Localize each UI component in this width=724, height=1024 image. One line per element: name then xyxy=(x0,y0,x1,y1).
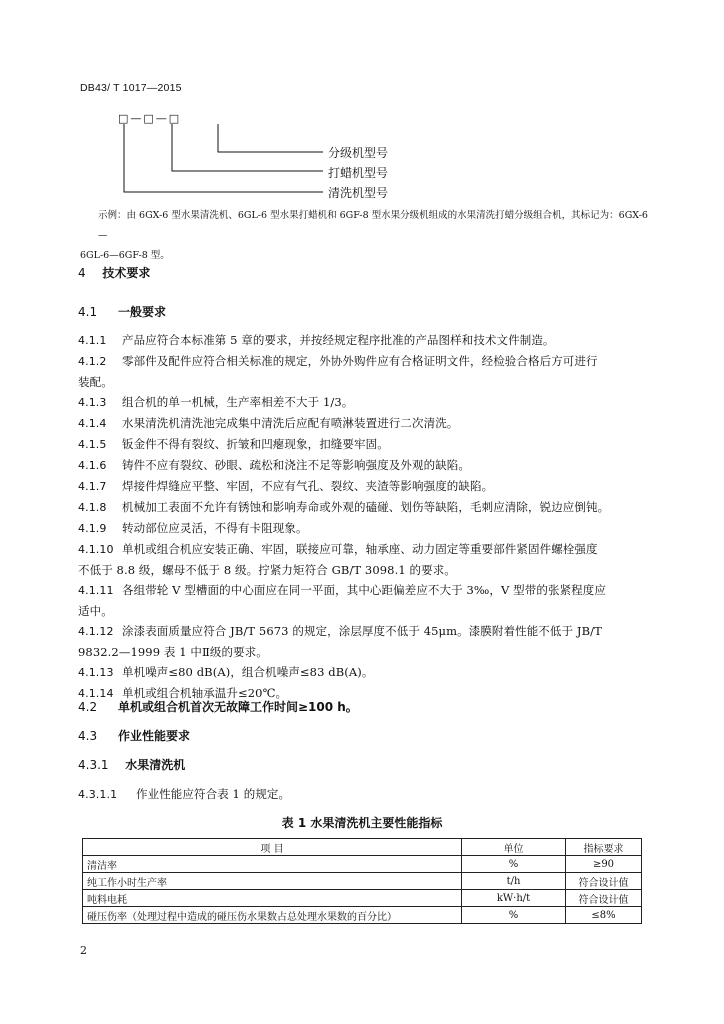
table-1-title: 表 1 水果清洗机主要性能指标 xyxy=(281,816,443,830)
label-waxer-model: 打蜡机型号 xyxy=(328,166,389,180)
section-number: 4.2 xyxy=(78,700,98,714)
table-header: 指标要求 xyxy=(566,839,642,856)
section-title: 单机或组合机首次无故障工作时间≥100 h。 xyxy=(117,700,358,714)
section-title: 技术要求 xyxy=(102,266,151,280)
label-grader-model: 分级机型号 xyxy=(328,146,389,160)
table-header-row xyxy=(83,839,642,856)
clause: 4.1.1 产品应符合本标准第 5 章的要求，并按经规定程序批准的产品图样和技术文件制造。 xyxy=(78,333,555,347)
clause-4-3-1-1: 4.3.1.1 作业性能应符合表 1 的规定。 xyxy=(78,787,291,801)
section-4-2-heading xyxy=(78,698,358,715)
performance-table xyxy=(82,838,642,924)
clause: 4.1.8 机械加工表面不允许有锈蚀和影响寿命或外观的磕碰、划伤等缺陷，毛刺应清除，锐边应倒钝。 xyxy=(78,500,610,514)
table-header: 项 目 xyxy=(83,839,462,856)
clause: 4.1.6 铸件不应有裂纹、砂眼、疏松和浇注不足等影响强度及外观的缺陷。 xyxy=(78,458,470,472)
section-number: 4.3 xyxy=(78,729,98,743)
clause: 4.1.13 单机噪声≤80 dB(A)，组合机噪声≤83 dB(A)。 xyxy=(78,665,374,679)
clause-continuation: 9832.2—1999 表 1 中Ⅱ级的要求。 xyxy=(78,645,268,659)
section-number: 4.3.1 xyxy=(78,758,109,772)
clause: 4.1.7 焊接件焊缝应平整、牢固，不应有气孔、裂纹、夹渣等影响强度的缺陷。 xyxy=(78,479,494,493)
label-washer-model: 清洗机型号 xyxy=(328,186,389,200)
table-header: 单位 xyxy=(462,839,566,856)
section-4-1-heading xyxy=(78,303,166,320)
standard-code: DB43/ T 1017—2015 xyxy=(80,82,182,94)
clause: 4.1.3 组合机的单一机械，生产率相差不大于 1/3。 xyxy=(78,395,354,409)
section-4-heading xyxy=(78,264,150,281)
example-line-1: 示例：由 6GX-6 型水果清洗机、6GL-6 型水果打蜡机和 6GF-8 型水果分级机组成的水果清洗打蜡分级组合机，其标记为：6GX-6— xyxy=(98,210,648,241)
section-title: 一般要求 xyxy=(117,305,166,319)
table-row: 吨料电耗 kW·h/t 符合设计值 xyxy=(83,890,642,907)
section-title: 作业性能要求 xyxy=(117,729,190,743)
clause: 4.1.4 水果清洗机清洗池完成集中清洗后应配有喷淋装置进行二次清洗。 xyxy=(78,416,459,430)
clause: 4.1.14 单机或组合机轴承温升≤20℃。 xyxy=(78,686,288,700)
clause: 4.1.10 单机或组合机应安装正确、牢固，联接应可靠，轴承座、动力固定等重要部件紧固件螺栓强度 xyxy=(78,542,598,556)
section-number: 4.1 xyxy=(78,305,98,319)
clause: 4.1.9 转动部位应灵活，不得有卡阻现象。 xyxy=(78,521,308,535)
clause: 4.1.5 钣金件不得有裂纹、折皱和凹瘪现象，扣缝要牢固。 xyxy=(78,437,389,451)
section-4-3-1-heading xyxy=(78,756,185,773)
table-row: 碰压伤率（处理过程中造成的碰压伤水果数占总处理水果数的百分比） % ≤8% xyxy=(83,907,642,924)
clause-list xyxy=(78,330,650,704)
example-line-2: 6GL-6—6GF-8 型。 xyxy=(80,250,170,261)
table-row: 纯工作小时生产率 t/h 符合设计值 xyxy=(83,873,642,890)
clause: 4.1.11 各组带轮 V 型槽面的中心面应在同一平面，其中心距偏差应不大于 3‰，V 型带的张紧程度应 xyxy=(78,583,606,597)
clause-continuation: 适中。 xyxy=(78,604,113,618)
clause-continuation: 不低于 8.8 级，螺母不低于 8 级。拧紧力矩符合 GB/T 3098.1 的要求。 xyxy=(78,563,456,577)
code-bracket-lines xyxy=(118,122,328,202)
page-number: 2 xyxy=(80,944,87,957)
clause: 4.1.12 涂漆表面质量应符合 JB/T 5673 的规定，涂层厚度不低于 45μm。漆膜附着性能不低于 JB/T xyxy=(78,624,602,638)
section-4-3-heading xyxy=(78,727,190,744)
clause: 4.1.2 零部件及配件应符合相关标准的规定，外协外购件应有合格证明文件，经检验合格后方可进行 xyxy=(78,354,598,368)
section-number: 4 xyxy=(78,266,86,280)
clause-continuation: 装配。 xyxy=(78,375,113,389)
code-pattern: □—□—□ xyxy=(118,112,182,125)
section-title: 水果清洗机 xyxy=(125,758,186,772)
example-note xyxy=(80,206,650,266)
table-row: 清洁率 % ≥90 xyxy=(83,856,642,873)
